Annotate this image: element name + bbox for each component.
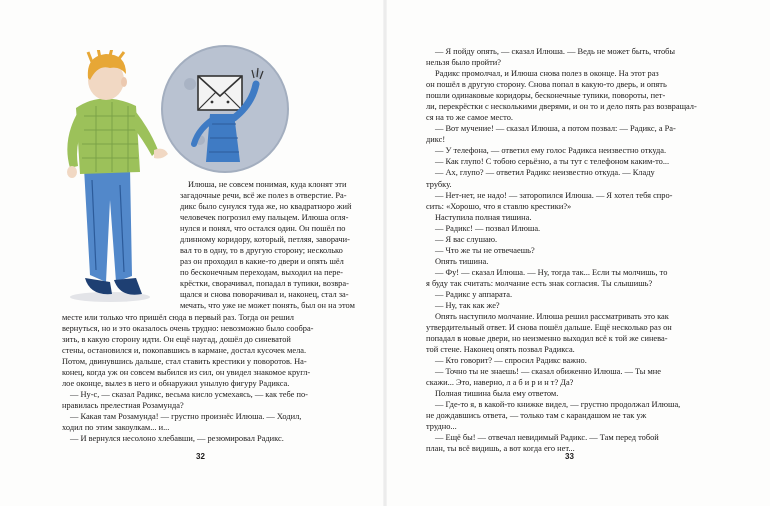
text-line: ся на то же самое место. (426, 113, 513, 123)
text-line: Полная тишина была ему ответом. (435, 389, 559, 399)
text-line: — Радикс! — позвал Илюша. (435, 223, 541, 233)
text-line: мечать, что уже не может понять, был он на этом (180, 301, 355, 311)
text-line: трубку. (426, 179, 452, 189)
text-line: — Точно ты не знаешь! — сказал обиженно Илюша. — Ты мне (435, 367, 661, 377)
page-number-left: 32 (196, 452, 205, 461)
text-line: ходил по этим закоулкам... и... (62, 422, 170, 432)
text-line: сить: «Хорошо, что я ставлю крестики?» (426, 201, 572, 211)
text-line: конец, когда уж он совсем выбился из сил, он увидел знакомое кругл- (62, 367, 311, 377)
text-line: Потом, двинувшись дальше, стал ставить крестики у поворотов. На- (62, 356, 307, 366)
text-line: — Я вас слушаю. (435, 234, 498, 244)
text-line: он пошёл в другую сторону. Снова попал в какую-то дверь, и опять (426, 80, 667, 90)
text-line: — Радикс у аппарата. (435, 289, 513, 299)
text-line: — Какая там Розамунда! — грустно произнёс Илюша. — Ходил, (70, 411, 302, 421)
text-line: месте или только что пришёл сюда в первый раз. Тогда он решил (62, 312, 294, 322)
text-line: нулся и понял, что остался один. Он пошёл по (180, 224, 346, 234)
text-line: — У телефона, — ответил ему голос Радикса неизвестно откуда. (435, 146, 667, 156)
text-line: трудно... (426, 422, 457, 432)
text-line: — Кто говорит? — спросил Радикс важно. (435, 356, 587, 366)
text-line: — Ну-с, — сказал Радикс, весьма кисло усмехаясь, — как тебе по- (70, 389, 308, 399)
text-line: щался и снова поворачивал и, наконец, стал за- (180, 290, 349, 300)
text-line: раз он проходил в какие-то двери и опять шёл (180, 257, 344, 267)
text-line: — Нет-нет, не надо! — заторопился Илюша. — Я хотел тебя спро- (435, 190, 673, 200)
text-line: нельзя было пройти? (426, 58, 501, 67)
text-line: вал то в одну, то в другую сторону; несколько (180, 246, 343, 256)
text-line: — Что же ты не отвечаешь? (435, 245, 535, 255)
text-line: вернуться, но и это оказалось очень трудно: невозможно было сообра- (62, 323, 314, 333)
text-line: по бесконечным переходам, выходил на пере- (180, 268, 343, 278)
text-line: пошли одинаковые коридоры, бесконечные тупики, повороты, пет- (426, 91, 666, 101)
text-line: лое оконце, вылез в него и обнаружил унылую фигуру Радикса. (62, 378, 290, 388)
text-line: — Ну, так как же? (435, 300, 500, 310)
text-line: Радикс промолчал, и Илюша снова полез в оконце. На этот раз (435, 69, 659, 79)
text-line: — Фу! — сказал Илюша. — Ну, тогда так... Если ты молчишь, то (435, 267, 668, 277)
text-line: я буду так считать: молчание есть знак согласия. Ты слышишь? (426, 278, 653, 288)
text-line: — Ах, глупо? — ответил Радикс неизвестно откуда. — Кладу (435, 168, 655, 178)
text-line: — Как глупо! С тобою серьёзно, а ты тут с телефоном каким-то... (435, 157, 670, 167)
text-line: план, ты всё видишь, а вот когда его нет... (426, 444, 575, 454)
boy-illustration (40, 50, 170, 305)
text-line: стены, остановился и, покопавшись в кармане, достал кусочек мела. (62, 345, 307, 355)
text-line: Наступила полная тишина. (435, 212, 532, 222)
text-line: человечек погрозил ему пальцем. Илюша огля- (180, 213, 349, 223)
text-line: утвердительный ответ. И снова пошёл дальше. Ещё несколько раз он (426, 323, 672, 332)
text-line: ли, перекрёстки с несколькими дверями, и он то и дело пять раз возвращал- (426, 102, 697, 112)
book-gutter (383, 0, 387, 506)
text-line: нравилась прелестная Розамунда? (62, 400, 184, 410)
text-line: — Ещё бы! — отвечал невидимый Радикс. — Там перед тобой (435, 433, 659, 443)
page-number-right: 33 (565, 452, 574, 461)
text-line: — Где-то я, в какой-то книжке видел, — грустно продолжал Илюша, (435, 400, 681, 410)
text-line: крёстки, сворачивал, попадал в тупики, возвра- (180, 279, 349, 289)
text-line: скажи... Это, наверно, л а б и р и н т? Да? (426, 378, 574, 388)
text-line: дикс было сунулся туда же, но квадратноро жий (180, 202, 352, 212)
text-line: — Вот мучение! — сказал Илюша, а потом позвал: — Радикс, а Ра- (435, 124, 676, 134)
text-line: зить, в какую сторону идти. Он ещё наугад, дошёл до синеватой (62, 334, 291, 344)
text-line: — Я пойду опять, — сказал Илюша. — Ведь не может быть, чтобы (435, 47, 676, 56)
text-line: Илюша, не совсем понимая, куда клонят эти (188, 180, 347, 189)
text-line: Опять тишина. (435, 256, 489, 266)
text-line: Опять наступило молчание. Илюша решил рассматривать это как (435, 312, 669, 321)
text-line: попадал в новые двери, но неизменно выходил всё к той же синева- (426, 334, 668, 343)
text-line: дикс! (426, 135, 446, 145)
text-line: длинному коридору, который, петляя, заворачи- (180, 235, 350, 245)
moon-envelope-illustration (160, 44, 290, 174)
text-line: той стене. Наконец опять позвал Радикса. (426, 345, 575, 355)
text-line: не дождавшись ответа, — только там с карандашом не так уж (426, 411, 647, 421)
text-line: загадочные речи, всё же полез в отверстие. Ра- (180, 191, 347, 200)
text-line: — И вернулся несолоно хлебавши, — резюмировал Радикс. (70, 433, 284, 443)
